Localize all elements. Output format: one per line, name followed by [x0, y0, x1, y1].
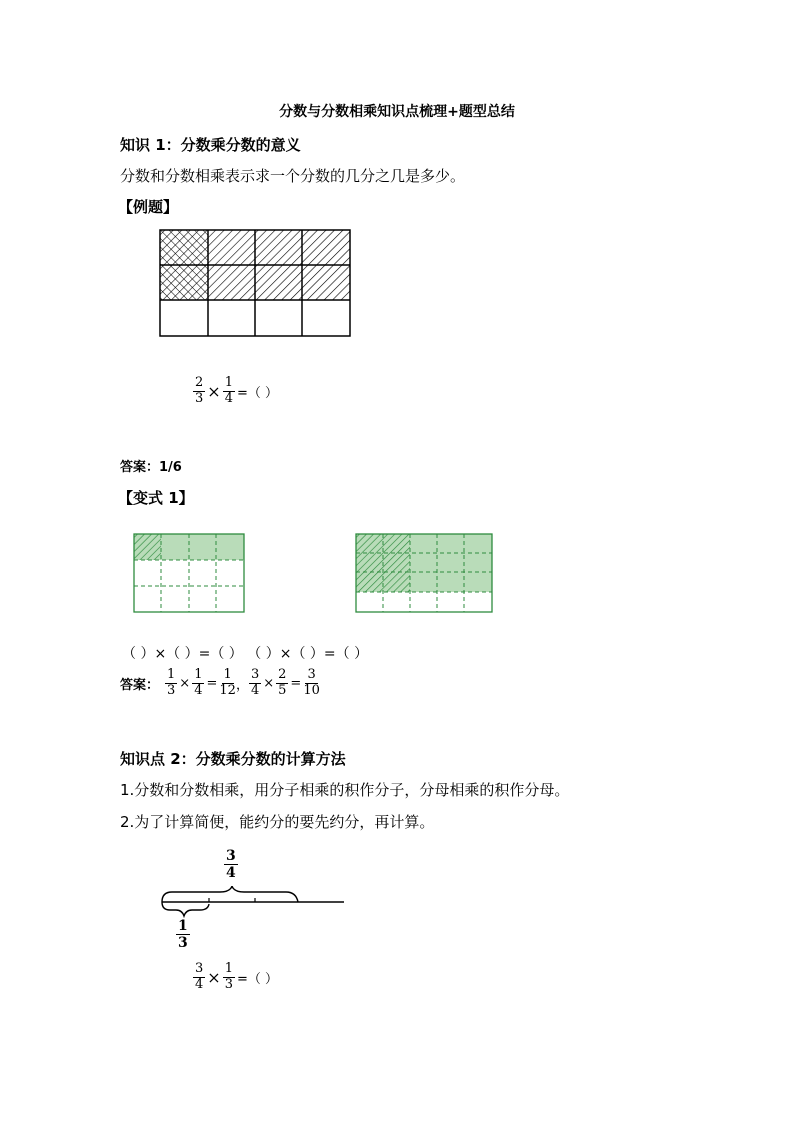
- variant1-tag: 【变式 1】: [118, 489, 194, 507]
- section2-heading: 知识点 2：分数乘分数的计算方法: [120, 750, 346, 768]
- section1-text: 分数和分数相乘表示求一个分数的几分之几是多少。: [120, 167, 466, 185]
- example-tag: 【例题】: [118, 198, 179, 216]
- example-grid-figure: [158, 228, 352, 338]
- diagram-top-fraction: $\frac{3}{4}$: [226, 848, 236, 882]
- page-title: 分数与分数相乘知识点梳理+题型总结: [279, 104, 515, 120]
- fraction-b: $\frac{1}{4}$: [224, 375, 233, 406]
- number-line-diagram: [158, 886, 348, 918]
- rule-1: 1.分数和分数相乘，用分子相乘的积作分子，分母相乘的积作分母。: [120, 781, 570, 799]
- section2-equation: $\frac{3}{4}$ × $\frac{1}{3}$ =（ ）: [195, 961, 278, 992]
- variant-grid-left: [132, 532, 247, 614]
- variant-answer: 答案： $\frac{1}{3}$ × $\frac{1}{4}$ = $\frac{1}{12}$ ， $\frac{3}{4}$ × $\frac{2}{5}$ = $\frac{3}{10}$: [120, 667, 320, 698]
- hatched-cell: [134, 534, 161, 560]
- section1-heading: 知识 1：分数乘分数的意义: [120, 136, 301, 154]
- fraction-a: $\frac{2}{3}$: [195, 375, 204, 406]
- diagram-bottom-fraction: $\frac{1}{3}$: [178, 918, 188, 952]
- rule-2: 2.为了计算简便，能约分的要先约分，再计算。: [120, 813, 435, 831]
- example-answer: 答案：1/6: [120, 460, 182, 475]
- example-equation: $\frac{2}{3}$ × $\frac{1}{4}$ =（ ）: [195, 375, 278, 406]
- variant-grid-right: [354, 532, 494, 614]
- variant-blanks: （ ）×（ ）=（ ） （ ）×（ ）=（ ）: [122, 646, 369, 662]
